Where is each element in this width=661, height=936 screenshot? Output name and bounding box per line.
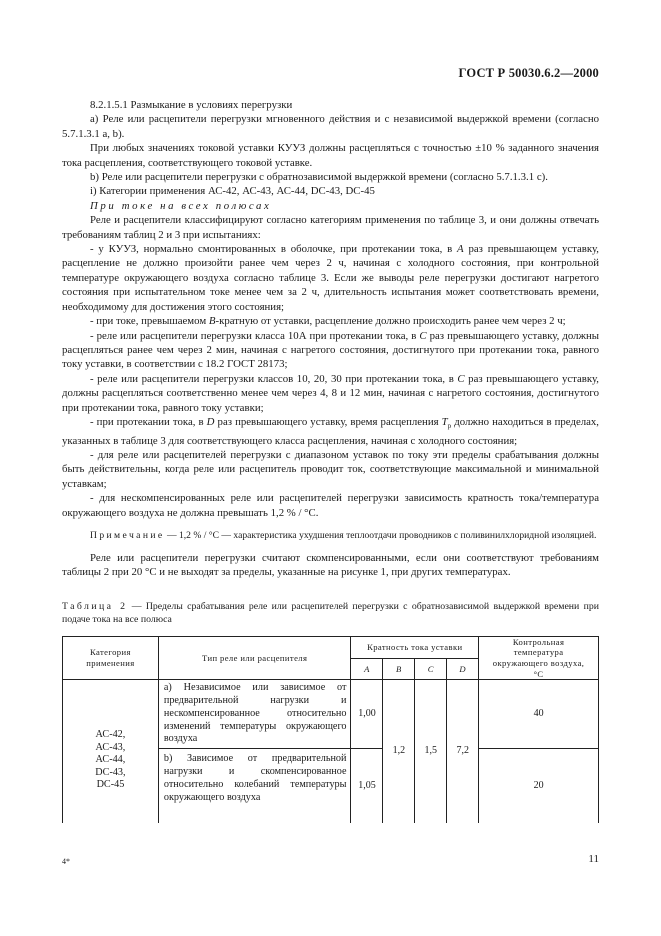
text-run: раз превышающего уставку, должны расцепляться ранее чем через 2 мин, начиная с нагретого состояния, достигнутого при протекании тока, равного току уставки, в соответствии с 18.2 ГОСТ 28173; — [62, 329, 599, 371]
paragraph: i) Категории применения АС-42, АС-43, АС-44, DC-43, DC-45 — [90, 185, 375, 198]
section-heading: 8.2.1.5.1 Размыкание в условиях перегрузки — [90, 99, 293, 111]
document-body — [62, 98, 599, 823]
table-caption — [62, 600, 599, 626]
temp-row2: 20 — [479, 749, 599, 823]
paragraph: - для реле или расцепителей перегрузки с диапазоном уставок по току эти пределы срабатывания должны быть действительны, когда реле или расцепитель проводит ток, соответствующие максимальной и минимальной уставкам; — [62, 448, 599, 490]
type-cell-b: b) Зависимое от предварительной нагрузки и скомпенсированное относительно колебаний температуры окружающего воздуха — [158, 749, 351, 823]
header-col-b-label: B — [396, 664, 402, 674]
text-run: раз превышающем уставку, расцепление не должно произойти ранее чем через 2 ч, начиная с холодного состояния, при контрольной температуре окружающего воздуха согласно таблице 3. Если же выводы реле перегрузки достигают нагретого состояния при испытательном токе менее чем за 2 ч, длительность испытания может соответствовать времени, необходимому для достижения этого состояния; — [62, 243, 599, 313]
variable: A — [457, 243, 464, 256]
caption-text: — Пределы срабатывания реле или расцепителей перегрузки с обратнозависимой выдержкой времени при подаче тока на все полюса — [62, 600, 599, 625]
paragraph: Реле и расцепители классифицируют согласно категориям применения по таблице 3, и они должны отвечать требованиям таблиц 2 и 3 при испытаниях: — [62, 214, 599, 241]
page-number: 11 — [588, 853, 599, 865]
paragraph — [62, 415, 599, 448]
header-col-c-label: C — [427, 664, 434, 674]
header-col-a — [351, 659, 383, 680]
category-cell: АС-42, АС-43, АС-44, DC-43, DC-45 — [63, 680, 159, 823]
caption-label: Таблица 2 — [62, 600, 128, 612]
paragraph: При любых значениях токовой уставки КУУЗ должны расцепляться с точностью ±10 % заданного значения тока расцепления, соответствующего токовой уставке. — [62, 142, 599, 169]
header-multiplicity: Кратность тока уставки — [351, 636, 479, 659]
paragraph — [62, 329, 599, 372]
footer-mark: 4* — [62, 857, 70, 866]
note — [62, 529, 599, 542]
value-a-row1: 1,00 — [351, 680, 383, 749]
note-text: — 1,2 % / °С — характеристика ухудшения теплоотдачи проводников с поливинилхлоридной изоляцией. — [164, 529, 597, 541]
subheading: При токе на всех полюсах — [90, 199, 272, 212]
header-temperature: Контрольная температура окружающего воздуха, °С — [479, 636, 599, 679]
variable: C — [419, 329, 427, 342]
header-type: Тип реле или расцепителя — [158, 636, 351, 679]
paragraph: - для нескомпенсированных реле или расцепителей перегрузки зависимость кратность тока/температура окружающего воздуха не должна превышать 1,2 % / °С. — [62, 492, 599, 519]
text-run: раз превышающего уставку, должны расцепляться соответственно менее чем через 4, 8 и 12 мин, начиная с нагретого состояния, достигнутого при протекании тока, равного току уставки; — [62, 372, 599, 414]
text-run: - у КУУЗ, нормально смонтированных в оболочке, при протекании тока, в — [90, 243, 458, 256]
variable: B — [208, 315, 216, 328]
limits-table — [62, 636, 599, 823]
value-b: 1,2 — [383, 680, 415, 823]
document-header: ГОСТ Р 50030.6.2—2000 — [458, 66, 599, 80]
subscript: р — [447, 422, 452, 431]
paragraph — [62, 372, 599, 415]
variable: D — [206, 415, 215, 428]
header-category: Категория применения — [63, 636, 159, 679]
text-run: - при протекании тока, в — [90, 415, 207, 428]
text-run: - реле или расцепители перегрузки классов 10, 20, 30 при протекании тока, в — [90, 372, 458, 385]
variable: T — [441, 415, 448, 428]
paragraph — [62, 314, 599, 328]
text-run: раз превышающего уставку, время расцепления — [214, 415, 442, 428]
note-label: Примечание — [90, 529, 165, 541]
paragraph — [62, 242, 599, 314]
type-cell-a: а) Независимое или зависимое от предварительной нагрузки и нескомпенсированное относительно изменений температуры окружающего воздуха — [158, 680, 351, 749]
text-run: -кратную от уставки, расцепление должно происходить ранее чем через 2 ч; — [215, 315, 566, 328]
paragraph: Реле или расцепители перегрузки считают скомпенсированными, если они соответствуют требованиям таблицы 2 при 20 °С и не выходят за пределы, указанные на рисунке 1, при других температурах. — [62, 551, 599, 579]
header-col-c — [415, 659, 447, 680]
value-c: 1,5 — [415, 680, 447, 823]
value-d: 7,2 — [447, 680, 479, 823]
header-col-d-label: D — [459, 664, 466, 674]
value-a-row2: 1,05 — [351, 749, 383, 823]
text-run: - при токе, превышаемом — [90, 315, 209, 328]
paragraph: b) Реле или расцепители перегрузки с обратнозависимой выдержкой времени (согласно 5.7.1.3.1 с). — [90, 171, 548, 184]
text-run: должно находиться в пределах, указанных в таблице 3 для соответствующего класса расцепления, начиная с холодного состояния; — [62, 415, 600, 447]
variable: C — [457, 372, 465, 385]
header-col-d — [447, 659, 479, 680]
text-run: - реле или расцепители перегрузки класса 10А при протекании тока, в — [90, 329, 420, 342]
header-col-b — [383, 659, 415, 680]
header-col-a-label: A — [364, 664, 370, 674]
paragraph: а) Реле или расцепители перегрузки мгновенного действия и с независимой выдержкой времени (согласно 5.7.1.3.1 а, b). — [62, 113, 599, 140]
temp-row1: 40 — [479, 680, 599, 749]
